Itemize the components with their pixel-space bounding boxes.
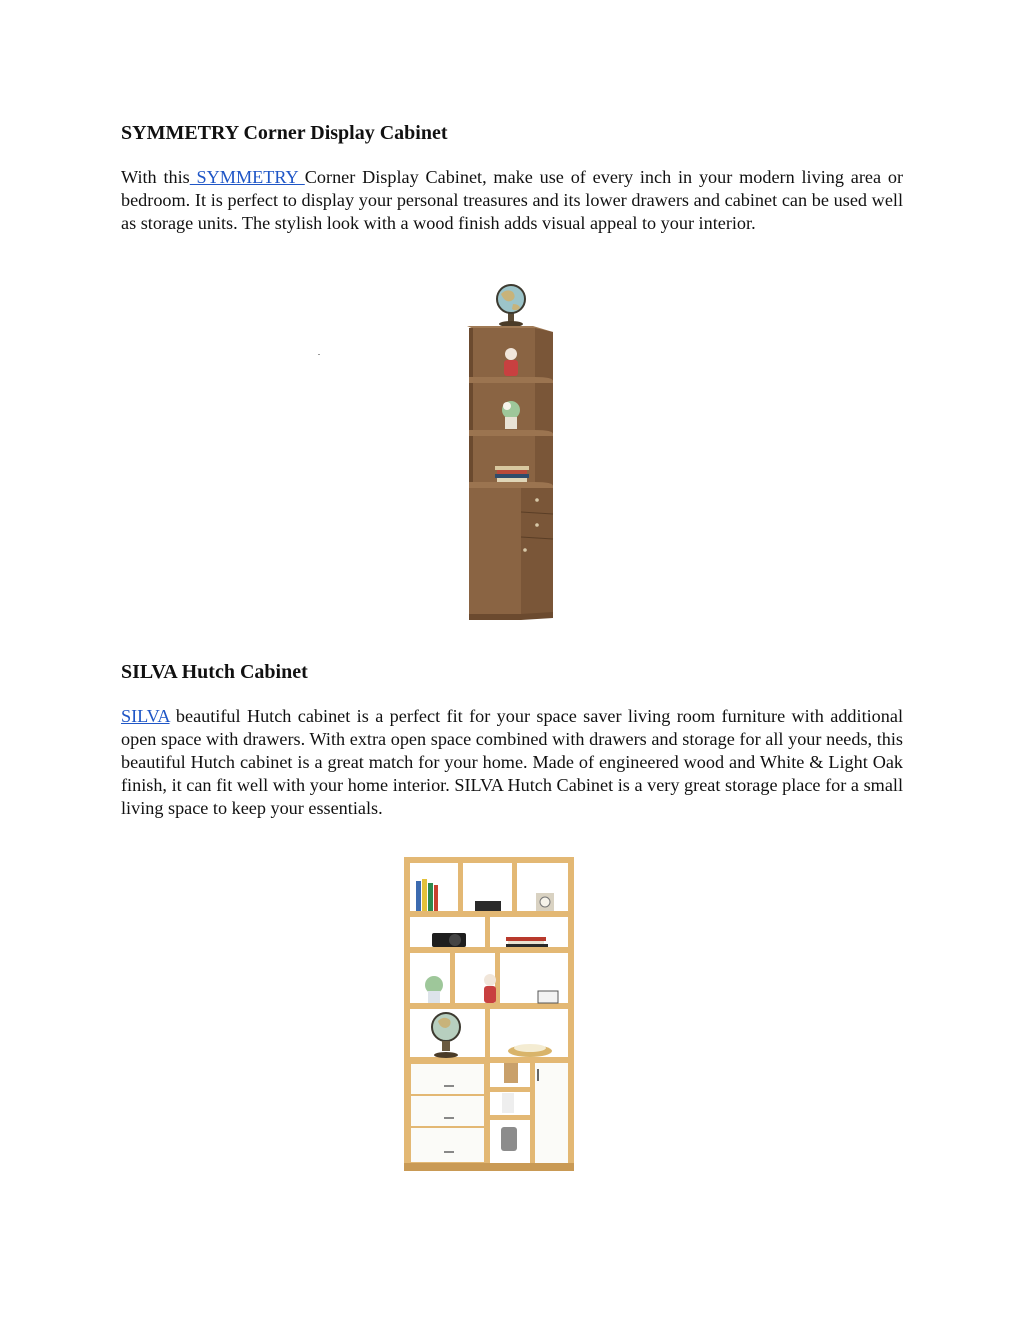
globe-decor xyxy=(497,285,525,327)
symmetry-link[interactable]: SYMMETRY xyxy=(189,167,305,187)
books-decor xyxy=(495,466,529,482)
camera-decor xyxy=(432,933,466,947)
paragraph-text-body: beautiful Hutch cabinet is a perfect fit for your space saver living room furniture with additional open space with drawers. With extra open space combined with drawers and storage for all your needs, this beautiful Hutch cabinet is a great match for your home. Made of engineered wood and White & Light Oak finish, it can fit well with your home interior. SILVA Hutch Cabinet is a very great storage place for a small living space to keep your essentials. xyxy=(121,706,903,818)
symmetry-cabinet-image xyxy=(455,282,565,622)
figurine-decor xyxy=(504,348,518,376)
silva-link[interactable]: SILVA xyxy=(121,706,170,726)
section-paragraph-silva xyxy=(121,705,903,820)
section-paragraph-symmetry xyxy=(121,166,903,235)
paragraph-text-intro: With this xyxy=(121,167,190,187)
stray-mark xyxy=(318,354,320,355)
paragraph-text-body: Corner Display Cabinet, make use of every inch in your modern living area or bedroom. It is perfect to display your personal treasures and its lower drawers and cabinet can be used well as storage units. The stylish look with a wood finish adds visual appeal to your interior. xyxy=(121,167,903,233)
drawer-group xyxy=(410,1063,485,1163)
section-heading-symmetry: SYMMETRY Corner Display Cabinet xyxy=(121,122,448,144)
silva-cabinet-image xyxy=(400,855,580,1175)
section-heading-silva: SILVA Hutch Cabinet xyxy=(121,661,308,683)
